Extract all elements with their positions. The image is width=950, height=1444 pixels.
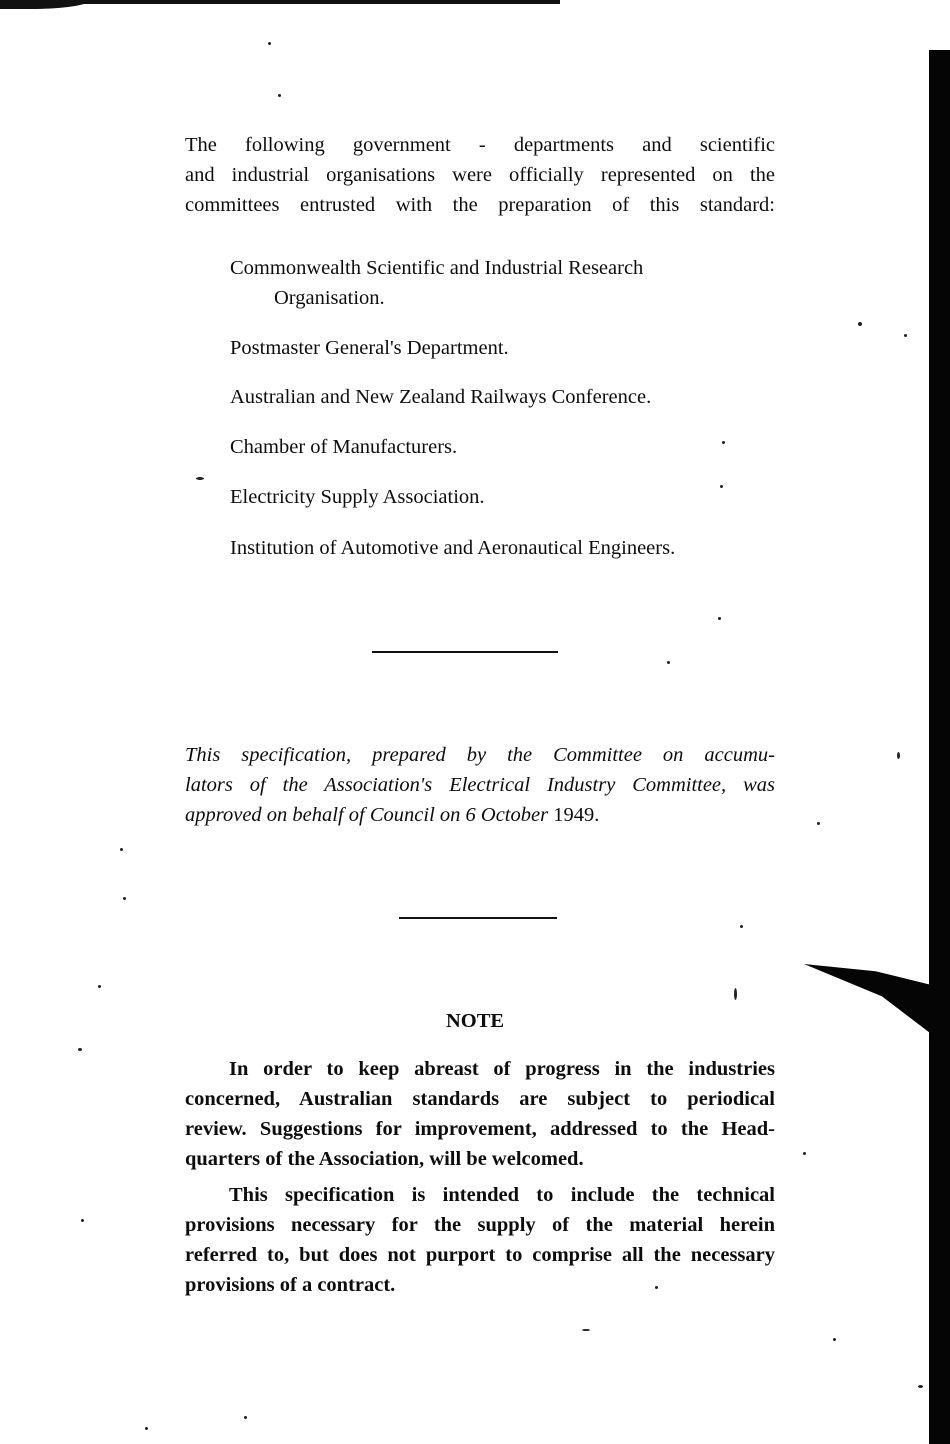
organisation-item	[230, 482, 485, 512]
scan-speck	[734, 988, 737, 1000]
organisation-name: Electricity Supply Association.	[230, 486, 485, 508]
note-line: referred to, but does not purport to comprise all the necessary	[185, 1244, 775, 1266]
approval-year: 1949.	[553, 804, 600, 826]
note-line: review. Suggestions for improvement, addressed to the Head-	[185, 1118, 775, 1140]
scan-speck	[803, 1152, 806, 1155]
scan-speck	[740, 925, 743, 928]
scan-speck	[718, 617, 721, 620]
scan-speck	[123, 897, 126, 900]
scan-edge-right	[929, 50, 950, 1444]
scan-speck	[278, 94, 281, 97]
organisation-item	[230, 382, 651, 412]
approval-line: lators of the Association's Electrical Industry Committee, was	[185, 774, 775, 796]
scan-speck	[244, 1416, 247, 1419]
scan-speck	[833, 1338, 836, 1341]
note-paragraph	[185, 1054, 775, 1174]
organisation-name: Commonwealth Scientific and Industrial Research	[230, 257, 644, 279]
note-line: provisions of a contract.	[185, 1274, 396, 1296]
note-line: In order to keep abreast of progress in the industries	[229, 1058, 775, 1080]
approval-line: This specification, prepared by the Committee on accumu-	[185, 744, 775, 766]
scan-speck	[145, 1427, 148, 1430]
scan-speck	[918, 1385, 923, 1388]
note-line: concerned, Australian standards are subject to periodical	[185, 1088, 775, 1110]
scan-speck	[817, 822, 820, 825]
scan-speck	[722, 441, 725, 444]
scan-speck	[582, 1329, 590, 1331]
intro-line: and industrial organisations were officially represented on the	[185, 164, 775, 186]
scan-speck	[78, 1048, 82, 1051]
scan-speck	[268, 42, 271, 45]
organisation-item	[230, 432, 457, 462]
scan-speck	[120, 848, 123, 851]
note-line: quarters of the Association, will be welcomed.	[185, 1148, 584, 1170]
organisation-name-continued: Organisation.	[274, 287, 385, 309]
scan-speck	[858, 322, 862, 326]
note-line: provisions necessary for the supply of the material herein	[185, 1214, 775, 1236]
note-title: NOTE	[445, 1010, 505, 1032]
note-paragraph	[185, 1180, 775, 1300]
scan-speck	[98, 985, 101, 988]
organisation-item	[230, 253, 643, 313]
scan-speck	[897, 752, 900, 759]
scan-speck	[904, 334, 907, 337]
approval-statement	[185, 740, 775, 830]
scan-speck	[81, 1219, 84, 1222]
organisation-item	[230, 333, 509, 363]
organisation-name: Postmaster General's Department.	[230, 337, 509, 359]
scan-speck	[196, 477, 204, 480]
scan-speck	[720, 485, 723, 488]
scan-edge-top	[0, 0, 560, 4]
scan-speck	[667, 661, 670, 664]
intro-line: committees entrusted with the preparation of this standard:	[185, 194, 775, 216]
intro-paragraph	[185, 130, 775, 220]
organisation-item	[230, 533, 675, 563]
organisation-name: Chamber of Manufacturers.	[230, 436, 458, 458]
section-divider	[372, 651, 558, 653]
organisation-name: Institution of Automotive and Aeronautical Engineers.	[230, 537, 676, 559]
section-divider	[399, 917, 557, 919]
note-line: This specification is intended to include the technical	[229, 1184, 775, 1206]
organisation-name: Australian and New Zealand Railways Conference.	[230, 386, 652, 408]
approval-line: approved on behalf of Council on 6 October	[185, 804, 549, 826]
intro-line: The following government - departments and scientific	[185, 134, 775, 156]
